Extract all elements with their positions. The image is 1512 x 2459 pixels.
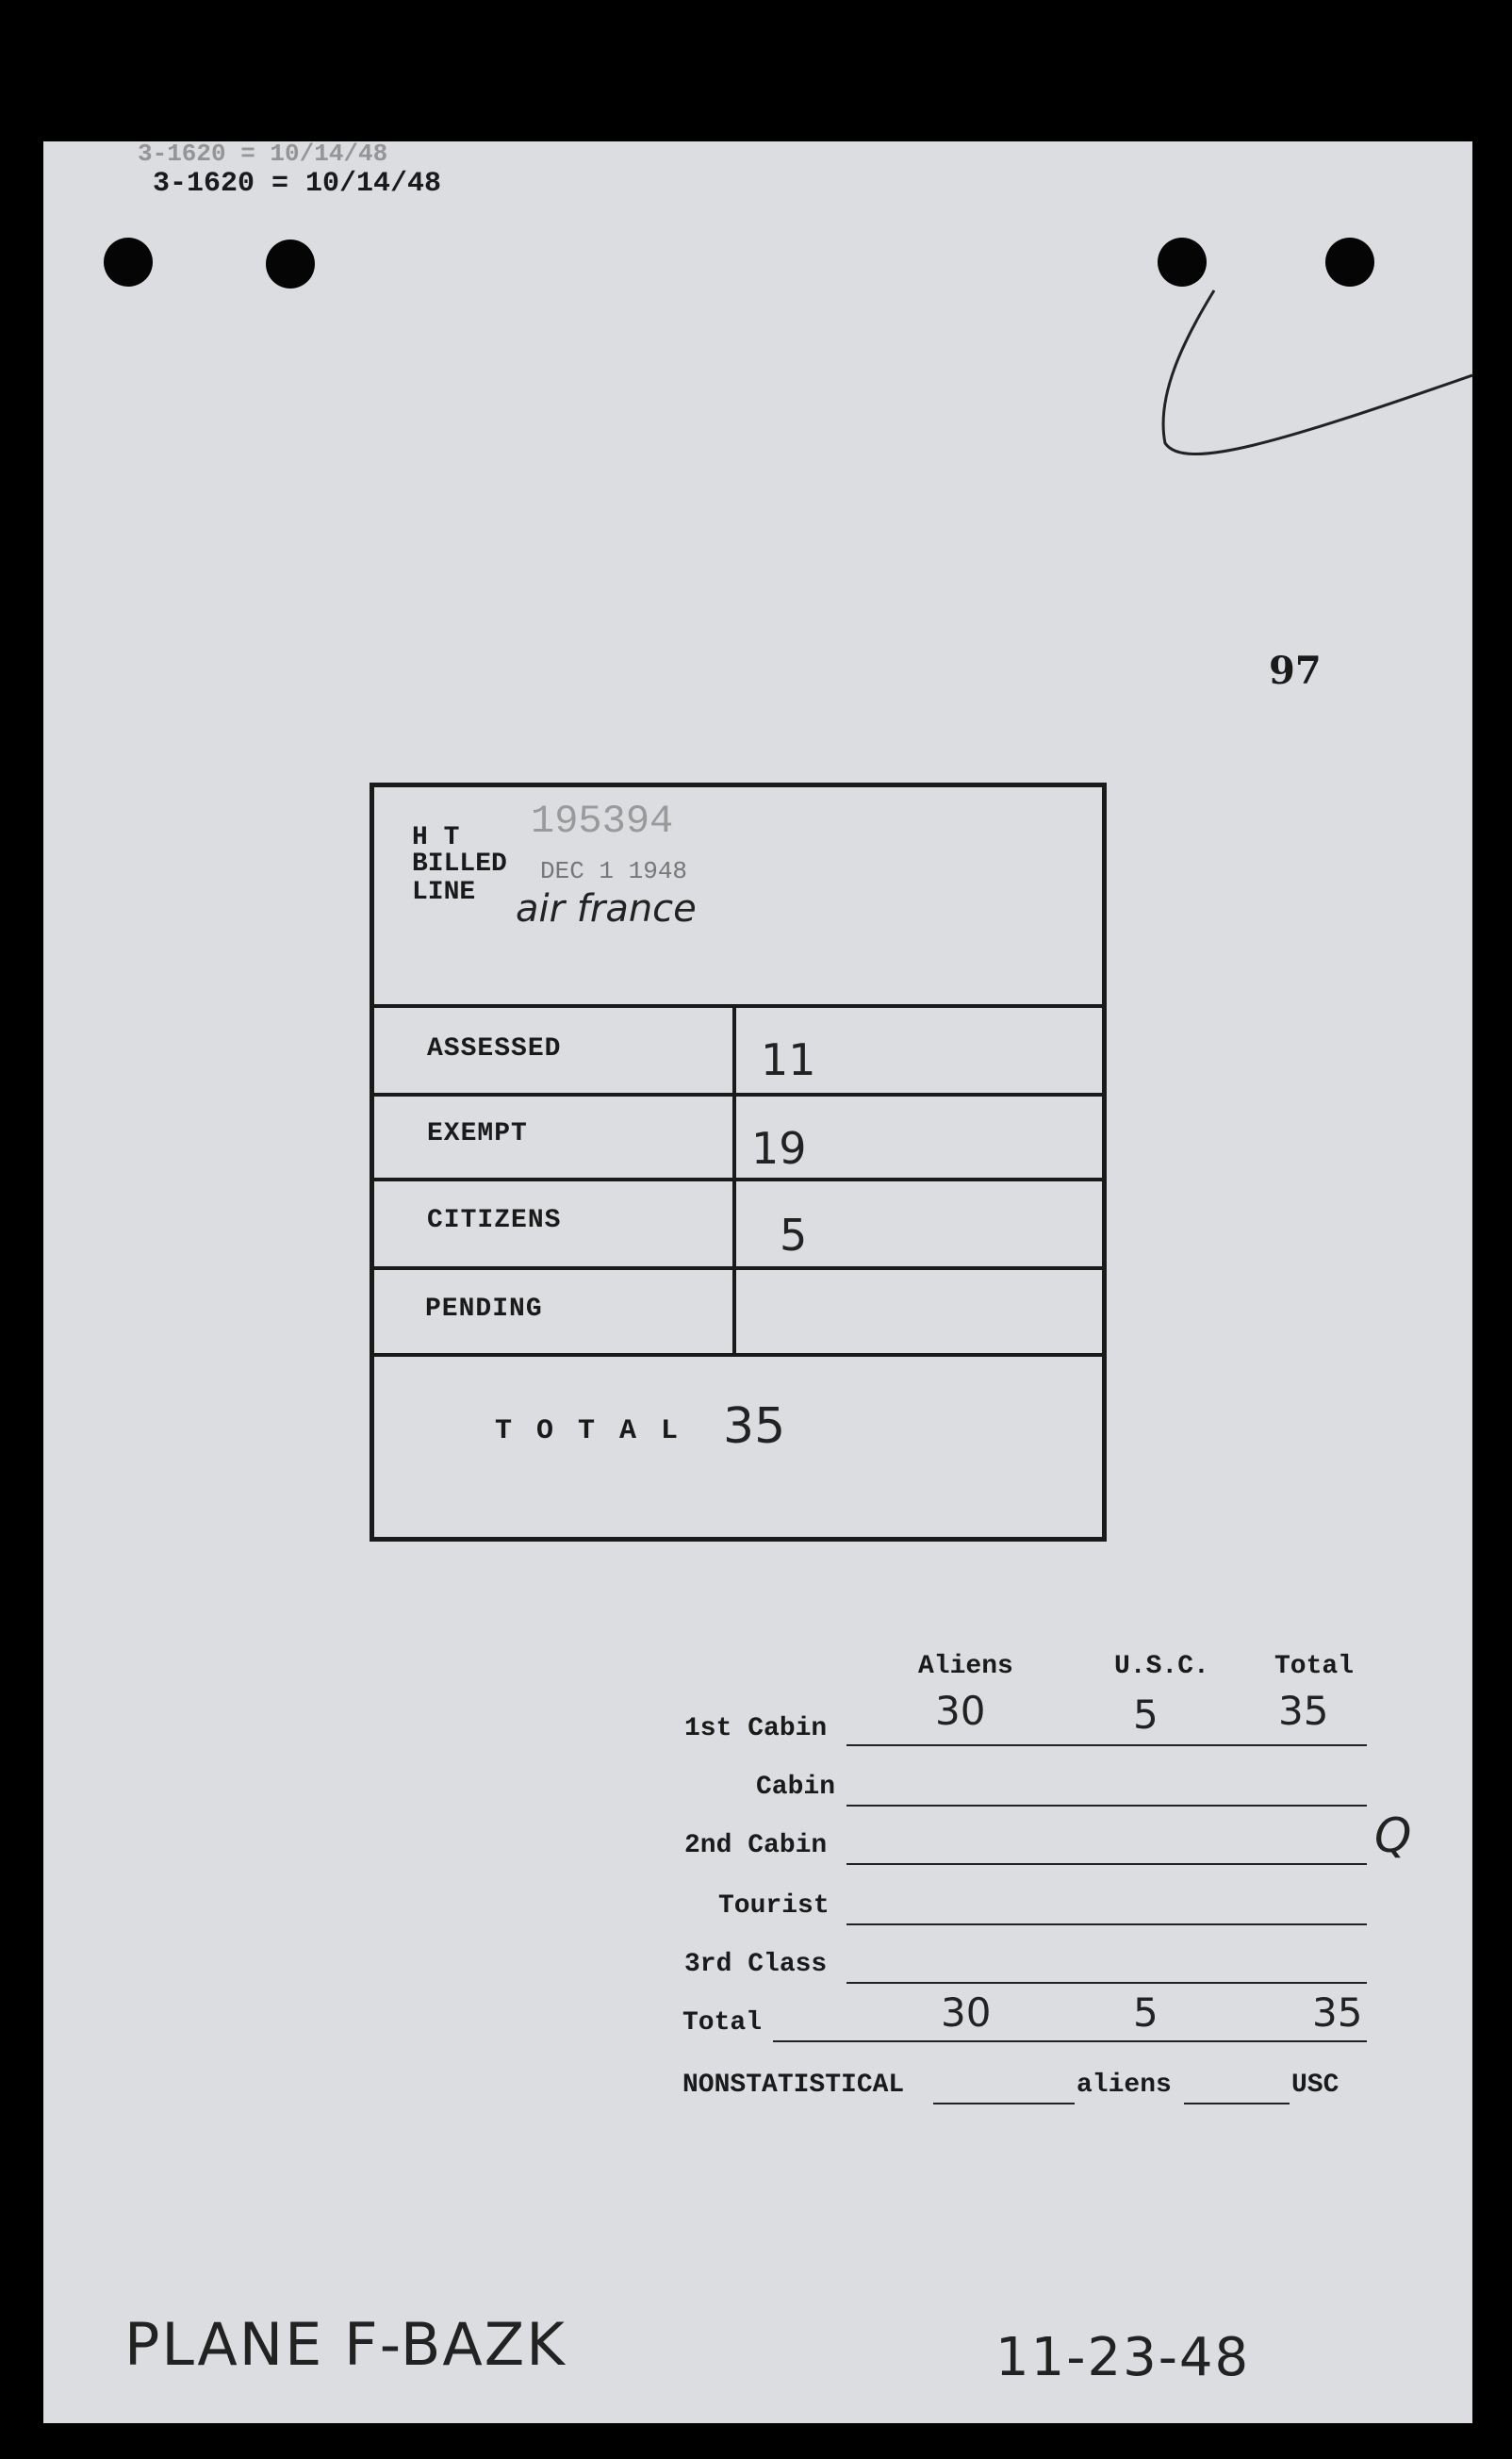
document-page — [43, 141, 1472, 2423]
punch-hole-3 — [1158, 238, 1207, 287]
date-handwritten: 11-23-48 — [995, 2327, 1251, 2388]
ht-number-stamp: 195394 — [531, 799, 674, 844]
stamp-box — [370, 783, 1107, 1542]
nonstat-aliens-line — [933, 2103, 1075, 2104]
line-label: LINE — [412, 878, 476, 907]
pen-stroke-mark — [1127, 283, 1472, 471]
plane-handwritten: PLANE F-BAZK — [124, 2310, 567, 2379]
value-1st-cabin-aliens: 30 — [935, 1688, 986, 1734]
row-divider-1 — [374, 1093, 1102, 1097]
total-label: T O T A L — [495, 1415, 682, 1447]
form-number: 3-1620 = 10/14/48 — [153, 168, 442, 200]
row-line-3rd-class — [846, 1982, 1367, 1984]
row-label-2nd-cabin: 2nd Cabin — [684, 1831, 828, 1860]
row-divider-2 — [374, 1178, 1102, 1181]
punch-hole-4 — [1325, 238, 1374, 287]
value-total-aliens: 30 — [941, 1989, 992, 2036]
punch-hole-2 — [266, 239, 315, 289]
row-line-1st-cabin — [846, 1744, 1367, 1746]
header-usc: U.S.C. — [1114, 1652, 1209, 1681]
row-divider-4 — [374, 1353, 1102, 1357]
row-value-assessed: 11 — [761, 1034, 816, 1085]
row-value-exempt: 19 — [751, 1123, 807, 1174]
line-value-handwritten: air france — [516, 887, 697, 931]
row-label-1st-cabin: 1st Cabin — [684, 1714, 828, 1743]
ht-label: H T — [412, 823, 460, 852]
header-total: Total — [1274, 1652, 1355, 1681]
value-1st-cabin-usc: 5 — [1133, 1692, 1159, 1738]
row-label-total: Total — [682, 2008, 763, 2038]
row-label-3rd-class: 3rd Class — [684, 1950, 828, 1979]
form-number-struck: 3-1620 = 10/14/48 — [138, 140, 388, 168]
nonstat-usc-line — [1184, 2103, 1290, 2104]
row-line-tourist — [846, 1923, 1367, 1925]
row-label-pending: PENDING — [425, 1295, 543, 1324]
row-label-cabin: Cabin — [756, 1773, 836, 1802]
page-number: 97 — [1269, 649, 1322, 693]
nonstat-aliens-label: aliens — [1076, 2071, 1172, 2100]
row-value-citizens: 5 — [780, 1210, 808, 1261]
value-1st-cabin-total: 35 — [1278, 1688, 1329, 1734]
punch-hole-1 — [104, 238, 153, 287]
row-divider-3 — [374, 1266, 1102, 1270]
value-total-total: 35 — [1312, 1989, 1363, 2036]
nonstat-label: NONSTATISTICAL — [682, 2071, 905, 2100]
header-aliens: Aliens — [918, 1652, 1013, 1681]
row-line-cabin — [846, 1805, 1367, 1807]
row-label-assessed: ASSESSED — [427, 1034, 562, 1064]
value-total-usc: 5 — [1133, 1989, 1159, 2036]
row-label-exempt: EXEMPT — [427, 1119, 528, 1148]
row-label-tourist: Tourist — [718, 1891, 830, 1921]
billed-label: BILLED — [412, 850, 507, 879]
row-label-citizens: CITIZENS — [427, 1206, 562, 1235]
initial-mark: Q — [1374, 1808, 1412, 1863]
billed-date-stamp: DEC 1 1948 — [540, 857, 688, 885]
column-divider — [732, 1004, 736, 1355]
row-line-2nd-cabin — [846, 1863, 1367, 1865]
nonstat-usc-label: USC — [1291, 2071, 1339, 2100]
row-line-total — [773, 2040, 1367, 2042]
box-divider-top — [374, 1004, 1102, 1008]
total-value-handwritten: 35 — [723, 1398, 786, 1455]
